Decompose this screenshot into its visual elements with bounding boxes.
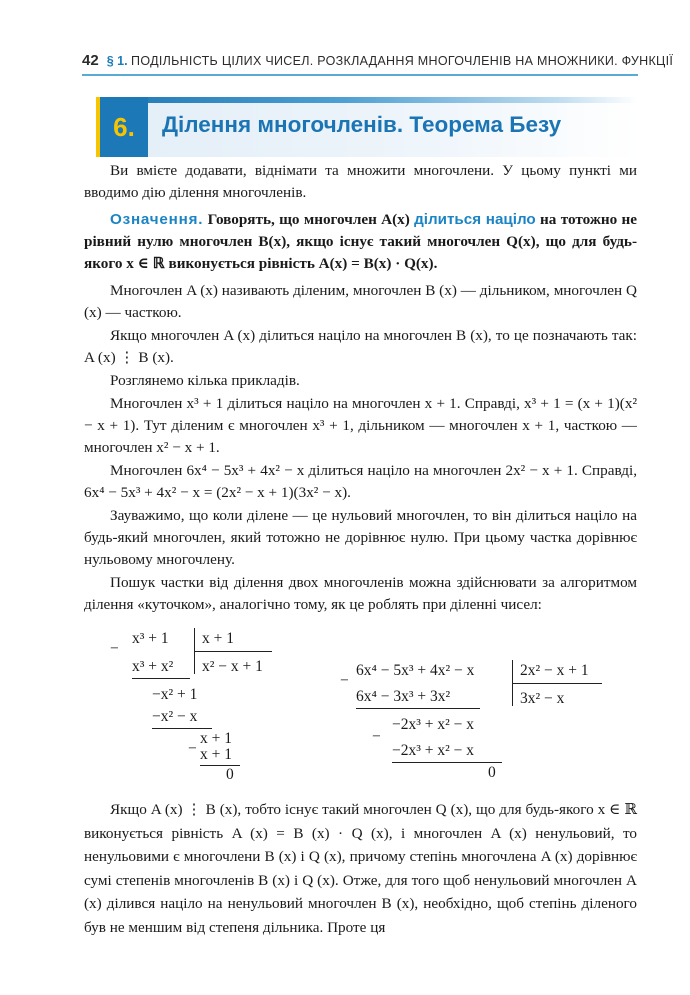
page-number: 42 xyxy=(82,52,99,69)
ld1-remainder-1: −x² + 1 xyxy=(152,686,198,703)
ld2-dividend: 6x⁴ − 5x³ + 4x² − x xyxy=(356,662,475,679)
ld1-dividend: x³ + 1 xyxy=(132,630,169,647)
ld2-divisor: 2x² − x + 1 xyxy=(520,662,589,679)
definition-term: ділиться націло xyxy=(414,211,536,228)
definition-text-2: на тотожно не рівний нулю многочлен B(x), якщо існує такий многочлен Q(x), що для будь-якого x ∈ ℝ виконується рівність A(x) = B(x) · Q(x). xyxy=(84,211,637,272)
ld2-divider-horizontal xyxy=(512,683,602,684)
ld1-remainder-2: x + 1 xyxy=(200,730,232,747)
ld1-step-1: x³ + x² xyxy=(132,658,174,675)
zero-paragraph: Зауважимо, що коли ділене — це нульовий многочлен, то він ділиться націло на будь-який многочлен, який тотожно не дорівнює нулю. При цьому частка дорівнює нульовому многочлену. xyxy=(84,507,637,568)
ld1-step-2: −x² − x xyxy=(152,708,198,725)
definition-paragraph xyxy=(84,209,637,275)
ld1-rule-3 xyxy=(200,765,240,766)
notation-paragraph: Якщо многочлен A (x) ділиться націло на многочлен B (x), то це позначають так: A (x) ⋮ B (x). xyxy=(84,327,637,366)
ld2-minus-2: − xyxy=(372,728,381,745)
ld1-step-3: x + 1 xyxy=(200,746,232,763)
ld1-minus-2: − xyxy=(188,740,197,757)
ld2-quotient: 3x² − x xyxy=(520,690,565,707)
examples-intro: Розглянемо кілька прикладів. xyxy=(110,372,300,389)
long-division-2 xyxy=(340,660,610,790)
body-text-top xyxy=(84,160,637,617)
example-2-paragraph: Многочлен 6x⁴ − 5x³ + 4x² − x ділиться націло на многочлен 2x² − x + 1. Справді, 6x⁴ − 5x³ + 4x² − x = (2x² − x + 1)(3x² − x). xyxy=(84,462,637,501)
names-paragraph: Многочлен A (x) називають діленим, многочлен B (x) — дільником, многочлен Q (x) — часткою. xyxy=(84,282,637,321)
definition-label: Означення. xyxy=(110,211,204,228)
ld2-final-remainder: 0 xyxy=(488,764,496,781)
header-divider xyxy=(82,74,638,76)
ld1-minus-1: − xyxy=(110,640,119,657)
section-title: Ділення многочленів. Теорема Безу xyxy=(162,112,562,137)
running-title: ПОДІЛЬНІСТЬ ЦІЛИХ ЧИСЕЛ. РОЗКЛАДАННЯ МНОГОЧЛЕНІВ НА МНОЖНИКИ. ФУНКЦІЇ xyxy=(131,54,674,68)
example-1-paragraph: Многочлен x³ + 1 ділиться націло на многочлен x + 1. Справді, x³ + 1 = (x + 1)(x² − x + 1). Тут діленим є многочлен x³ + 1, дільником — многочлен x + 1, часткою — многочлен x² − x + 1. xyxy=(84,395,637,456)
ld1-quotient: x² − x + 1 xyxy=(202,658,263,675)
section-number: 6. xyxy=(113,112,135,142)
ld1-final-remainder: 0 xyxy=(226,766,234,783)
ld2-rule-1 xyxy=(356,708,480,709)
degree-paragraph: Якщо A (x) ⋮ B (x), тобто існує такий многочлен Q (x), що для будь-якого x ∈ ℝ виконується рівність A (x) = B (x) · Q (x), і многочлен A (x) ненульовий, то ненульовими є многочлени B (x) і Q (x), причому степінь многочлена A (x) дорівнює сумі степенів многочленів B (x) і Q (x). Отже, для того щоб ненульовий многочлен A (x) ділився націло на ненульовий многочлен B (x), необхідно, щоб степінь діленого був не меншим від степеня дільника. Проте ця xyxy=(84,801,637,936)
intro-paragraph: Ви вмієте додавати, віднімати та множити многочлени. У цьому пункті ми вводимо дію ділення многочленів. xyxy=(84,162,637,201)
section-label: § 1. xyxy=(106,54,128,68)
section-number-box xyxy=(100,97,148,157)
ld2-step-2: −2x³ + x² − x xyxy=(392,742,475,759)
ld2-rule-2 xyxy=(392,762,502,763)
ld2-remainder-1: −2x³ + x² − x xyxy=(392,716,475,733)
running-header xyxy=(82,52,674,74)
ld2-minus-1: − xyxy=(340,672,349,689)
ld1-divider-horizontal xyxy=(194,651,272,652)
ld1-rule-1 xyxy=(132,678,190,679)
section-banner-stripe xyxy=(100,97,638,103)
ld2-step-1: 6x⁴ − 3x³ + 3x² xyxy=(356,688,451,705)
definition-text-1: Говорять, що многочлен A(x) xyxy=(203,211,415,228)
long-division-1 xyxy=(110,628,300,788)
algorithm-paragraph: Пошук частки від ділення двох многочленів можна здійснювати за алгоритмом ділення «куточком», аналогічно тому, як це роблять при діленні чисел: xyxy=(84,574,637,613)
body-text-bottom xyxy=(84,798,637,940)
ld1-divisor: x + 1 xyxy=(202,630,234,647)
ld1-rule-2 xyxy=(152,728,212,729)
